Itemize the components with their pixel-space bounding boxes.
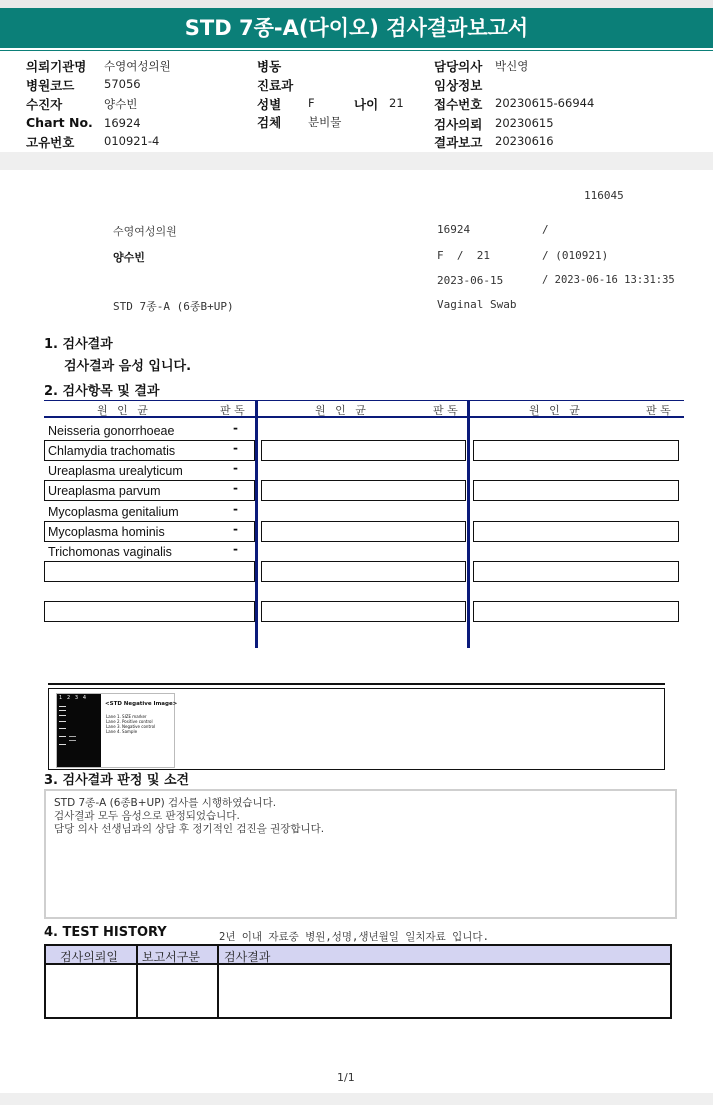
result-row-box (261, 440, 466, 461)
comment-box (44, 789, 677, 919)
result-row-box (473, 561, 679, 582)
title-underline (0, 50, 713, 51)
gel-lane-numbers: 1 2 3 4 (59, 695, 87, 701)
meta-slash: / (542, 223, 549, 236)
comment-line: 검사결과 모두 음성으로 판정되었습니다. (54, 810, 240, 822)
result-row-box (44, 561, 255, 582)
organism-result: - (233, 542, 238, 556)
value-specimen: 분비물 (308, 115, 342, 129)
organism-result: - (233, 522, 238, 536)
value-receipt-no: 20230615-66944 (495, 96, 595, 110)
comment-line: STD 7종-A (6종B+UP) 검사를 시행하였습니다. (54, 797, 277, 809)
label-age: 나이 (354, 97, 379, 112)
value-age: 21 (389, 96, 404, 110)
gel-band (69, 736, 76, 737)
meta-test-name: STD 7종-A (6종B+UP) (113, 300, 234, 313)
meta-specimen: Vaginal Swab (437, 298, 517, 311)
value-unique-no: 010921-4 (104, 134, 160, 148)
result-row-box (473, 480, 679, 501)
comment-line: 담당 의사 선생님과의 상담 후 정기적인 검진을 권장합니다. (54, 823, 325, 835)
history-col-divider (217, 946, 219, 1017)
meta-date-received: 2023-06-15 (437, 274, 504, 287)
gel-legend-item: Lane 4. Sample (106, 729, 138, 734)
history-table (44, 944, 672, 1019)
value-chart-no: 16924 (104, 116, 141, 130)
value-report-date: 20230616 (495, 134, 554, 148)
organism-name: Mycoplasma genitalium (48, 505, 179, 519)
section3-title: 3. 검사결과 판정 및 소견 (44, 773, 190, 788)
col-header-result-1: 판 독 (220, 404, 245, 417)
report-title: STD 7종-A(다이오) 검사결과보고서 (0, 8, 713, 48)
top-strip (0, 0, 713, 8)
gel-band (59, 710, 66, 711)
result-row-box (473, 521, 679, 542)
gel-top-rule (48, 683, 665, 685)
history-col-divider (136, 946, 138, 1017)
page-number: 1/1 (337, 1071, 355, 1084)
gel-image-card (56, 693, 178, 768)
section4-note: 2년 이내 자료중 병원,성명,생년월일 일치자료 입니다. (219, 931, 489, 943)
label-request-date: 검사의뢰 (434, 117, 483, 132)
meta-sex-age: F / 21 (437, 249, 490, 262)
organism-result: - (233, 461, 238, 475)
meta-date-reported: / 2023-06-16 13:31:35 (542, 274, 675, 286)
result-row-box (473, 440, 679, 461)
comment-text (54, 797, 324, 836)
result-row-box (44, 601, 255, 622)
result-row-box (261, 601, 466, 622)
column-divider-2 (467, 400, 470, 648)
col-header-organism-1: 원 인 균 (97, 404, 148, 417)
label-requesting-org: 의뢰기관명 (26, 59, 87, 74)
gel-legend-item: Lane 3. Negative control (106, 724, 156, 729)
organism-name: Mycoplasma hominis (48, 525, 165, 539)
section2-title: 2. 검사항목 및 결과 (44, 384, 160, 399)
result-row-box (261, 521, 466, 542)
gel-band (59, 728, 66, 729)
gel-image (57, 694, 101, 767)
label-ward: 병동 (257, 59, 282, 74)
label-receipt-no: 접수번호 (434, 97, 483, 112)
value-sex: F (308, 96, 315, 110)
meta-chart: 16924 (437, 223, 471, 236)
gel-legend-item: Lane 2. Positive control (106, 719, 153, 724)
gel-band (59, 721, 66, 722)
label-hospital-code: 병원코드 (26, 78, 75, 93)
gel-band (69, 740, 76, 741)
label-department: 진료과 (257, 78, 294, 93)
value-doctor: 박신영 (495, 59, 529, 73)
history-col-request-date: 검사의뢰일 (60, 950, 118, 964)
label-specimen: 검체 (257, 115, 282, 130)
result-row-box (473, 601, 679, 622)
label-chart-no: Chart No. (26, 115, 93, 130)
meta-clinic: 수영여성의원 (113, 225, 177, 238)
result-row-box (261, 480, 466, 501)
organism-result: - (233, 502, 238, 516)
organism-name: Trichomonas vaginalis (48, 545, 172, 559)
gel-legend (106, 714, 155, 734)
column-divider-1 (255, 400, 258, 648)
label-doctor: 담당의사 (434, 59, 483, 74)
label-sex: 성별 (257, 97, 282, 112)
history-col-result: 검사결과 (224, 950, 271, 964)
organism-result: - (233, 481, 238, 495)
history-header (46, 946, 670, 965)
section1-summary: 검사결과 음성 입니다. (64, 359, 192, 374)
value-requesting-org: 수영여성의원 (104, 59, 171, 73)
grid-top-line (44, 400, 684, 401)
organism-result: - (233, 421, 238, 435)
col-header-organism-2: 원 인 균 (315, 404, 366, 417)
bottom-strip (0, 1093, 713, 1105)
value-request-date: 20230615 (495, 116, 554, 130)
value-hospital-code: 57056 (104, 77, 141, 91)
result-row-box (261, 561, 466, 582)
organism-name: Ureaplasma parvum (48, 484, 161, 498)
meta-code: 116045 (584, 189, 624, 202)
label-unique-no: 고유번호 (26, 135, 75, 150)
section4-title: 4. TEST HISTORY (44, 925, 167, 940)
organism-name: Ureaplasma urealyticum (48, 464, 183, 478)
gel-band (59, 736, 66, 737)
label-report-date: 결과보고 (434, 135, 483, 150)
header-separator (0, 152, 713, 170)
label-clinical-info: 임상정보 (434, 78, 483, 93)
history-col-report-type: 보고서구분 (142, 950, 200, 964)
gel-legend-item: Lane 1. SIZE marker (106, 714, 147, 719)
meta-id: / (010921) (542, 249, 609, 262)
organism-result: - (233, 441, 238, 455)
organism-name: Neisseria gonorrhoeae (48, 424, 175, 438)
col-header-result-2: 판 독 (433, 404, 458, 417)
gel-band (59, 744, 66, 745)
gel-band (59, 715, 66, 716)
label-patient: 수진자 (26, 97, 63, 112)
section1-title: 1. 검사결과 (44, 337, 113, 352)
value-patient: 양수빈 (104, 97, 138, 111)
col-header-result-3: 판 독 (646, 404, 671, 417)
gel-title: <STD Negative Image> (105, 701, 178, 707)
organism-name: Chlamydia trachomatis (48, 444, 176, 458)
col-header-organism-3: 원 인 균 (529, 404, 580, 417)
gel-band (59, 706, 66, 707)
meta-patient: 양수빈 (113, 251, 145, 264)
